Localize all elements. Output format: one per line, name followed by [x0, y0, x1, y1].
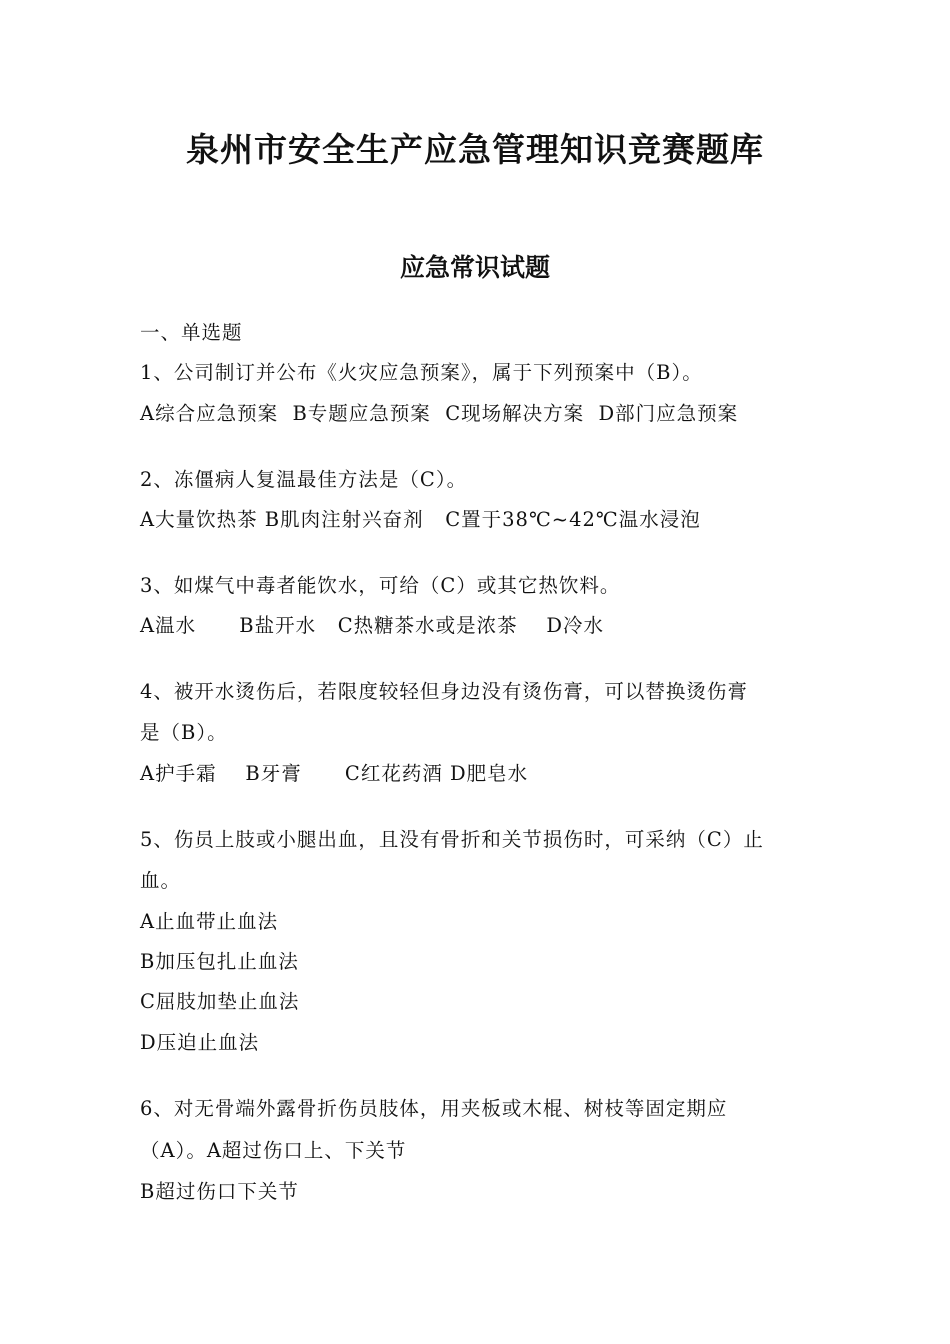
section-title: 应急常识试题 — [399, 253, 550, 282]
question-5-option-c: C屈肢加垫止血法 — [140, 990, 300, 1013]
part-heading: 一、单选题 — [140, 321, 243, 344]
question-5-option-d: D压迫止血法 — [140, 1031, 260, 1054]
document-title: 泉州市安全生产应急管理知识竞赛题库 — [186, 130, 764, 169]
question-4-options: A护手霜 B牙膏 C红花药酒 D肥皂水 — [140, 762, 529, 785]
question-6-stem: 6、对无骨端外露骨折伤员肢体，用夹板或木棍、树枝等固定期应 — [140, 1097, 728, 1120]
question-3-options: A温水 B盐开水 C热糖茶水或是浓茶 D冷水 — [140, 614, 605, 637]
question-2-stem: 2、冻僵病人复温最佳方法是（C）。 — [140, 468, 468, 491]
question-4-stem-continued: 是（B）。 — [140, 721, 228, 744]
question-5-stem: 5、伤员上肢或小腿出血，且没有骨折和关节损伤时，可采纳（C）止 — [140, 828, 764, 851]
question-4-stem: 4、被开水烫伤后，若限度较轻但身边没有烫伤膏，可以替换烫伤膏 — [140, 680, 748, 703]
question-1-options: A综合应急预案 B专题应急预案 C现场解决方案 D部门应急预案 — [140, 402, 739, 425]
question-6-stem-continued: （A）。A超过伤口上、下关节 — [140, 1139, 407, 1162]
question-5-stem-continued: 血。 — [140, 869, 182, 892]
question-6-option-b: B超过伤口下关节 — [140, 1180, 299, 1203]
question-5-option-a: A止血带止血法 — [140, 910, 279, 933]
question-5-option-b: B加压包扎止血法 — [140, 950, 299, 973]
question-1-stem: 1、公司制订并公布《火灾应急预案》，属于下列预案中（B）。 — [140, 361, 703, 384]
question-3-stem: 3、如煤气中毒者能饮水，可给（C）或其它热饮料。 — [140, 574, 621, 597]
question-2-options: A大量饮热茶 B肌肉注射兴奋剂 C置于38℃~42℃温水浸泡 — [140, 508, 701, 531]
